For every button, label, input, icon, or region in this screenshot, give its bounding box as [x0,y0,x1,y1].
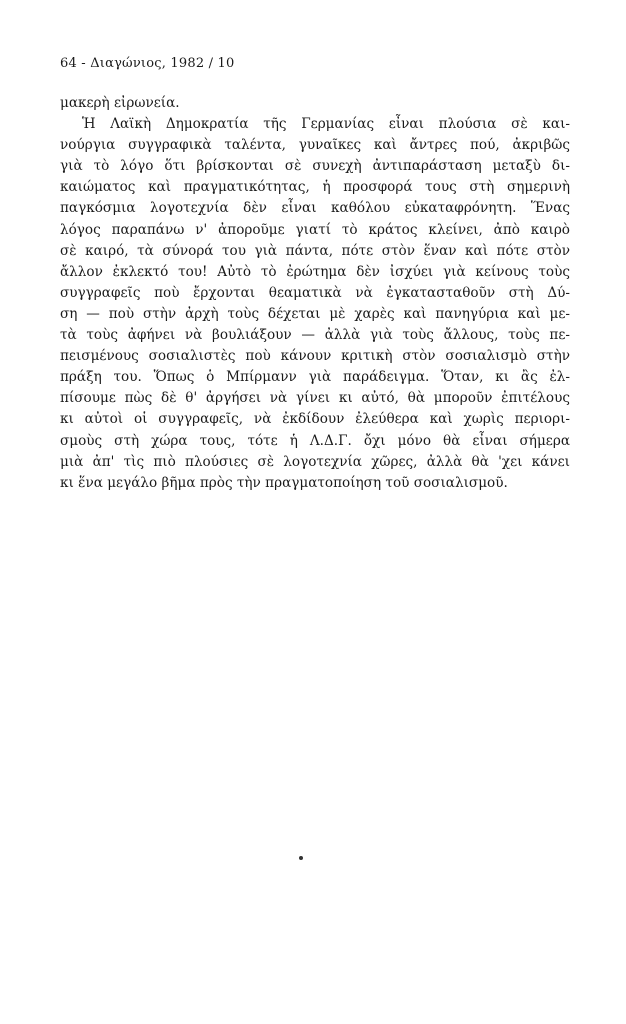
text-line: ἄλλον ἐκλεκτό του! Αὐτὸ τὸ ἐρώτημα δὲν ἰσχύει γιὰ κείνους τοὺς [60,263,570,280]
ornament-dot [299,856,303,860]
text-line: τὰ τοὺς ἀφήνει νὰ βουλιάξουν — ἀλλὰ γιὰ τοὺς ἄλλους, τοὺς πε- [60,327,570,344]
text-line: λόγος παραπάνω ν' ἀπορoῦμε γιατί τὸ κράτος κλείνει, ἀπὸ καιρὸ [60,221,570,238]
text-line: νούργια συγγραφικὰ ταλέντα, γυναῖκες καὶ ἄντρες πού, ἀκριβῶς [60,137,570,154]
text-line: πράξη του. Ὅπως ὁ Μπίρμανν γιὰ παράδειγμα. Ὅταν, κι ἂς ἐλ- [60,369,570,386]
text-line: παγκόσμια λογοτεχνία δὲν εἶναι καθόλου εὐκαταφρόνητη. Ἕνας [60,200,570,217]
running-head: 64 - Διαγώνιος, 1982 / 10 [60,56,235,71]
text-line: πίσουμε πὼς δὲ θ' ἀργήσει νὰ γίνει κι αὐτό, θὰ μπορoῦν ἐπιτέλους [60,390,570,407]
body-text [60,93,570,494]
text-line: κι ἕνα μεγάλο βῆμα πρὸς τὴν πραγματοποίηση τοῦ σοσιαλισμοῦ. [60,474,508,491]
text-line: σμοὺς στὴ χώρα τους, τότε ἡ Λ.Δ.Γ. ὄχι μόνο θὰ εἶναι σήμερα [60,432,570,449]
text-line: ση — ποὺ στὴν ἀρχὴ τοὺς δέχεται μὲ χαρὲς καὶ πανηγύρια καὶ με- [60,305,570,322]
text-line: μιὰ ἀπ' τὶς πιὸ πλούσιες σὲ λογοτεχνία χῶρες, ἀλλὰ θὰ 'χει κάνει [60,453,570,470]
text-line: κι αὐτοὶ οἱ συγγραφεῖς, νὰ ἐκδίδουν ἐλεύθερα καὶ χωρὶς περιορι- [60,411,570,428]
text-line: πεισμένους σοσιαλιστὲς ποὺ κάνουν κριτικὴ στὸν σοσιαλισμὸ στὴν [60,348,570,365]
text-line: Ἡ Λαϊκὴ Δημοκρατία τῆς Γερμανίας εἶναι πλούσια σὲ και- [82,116,570,133]
text-line: συγγραφεῖς ποὺ ἔρχονται θεαματικὰ νὰ ἐγκατασταθοῦν στὴ Δύ- [60,284,570,301]
text-line: καιώματος καὶ πραγματικότητας, ἡ προσφορά τους στὴ σημερινὴ [60,179,570,196]
text-line: γιὰ τὸ λόγο ὅτι βρίσκονται σὲ συνεχὴ ἀντιπαράσταση μεταξὺ δι- [60,158,570,175]
text-line: μακερὴ εἰρωνεία. [60,95,180,111]
text-line: σὲ καιρό, τὰ σύνορά του γιὰ πάντα, πότε στὸν ἕναν καὶ πότε στὸν [60,242,570,259]
